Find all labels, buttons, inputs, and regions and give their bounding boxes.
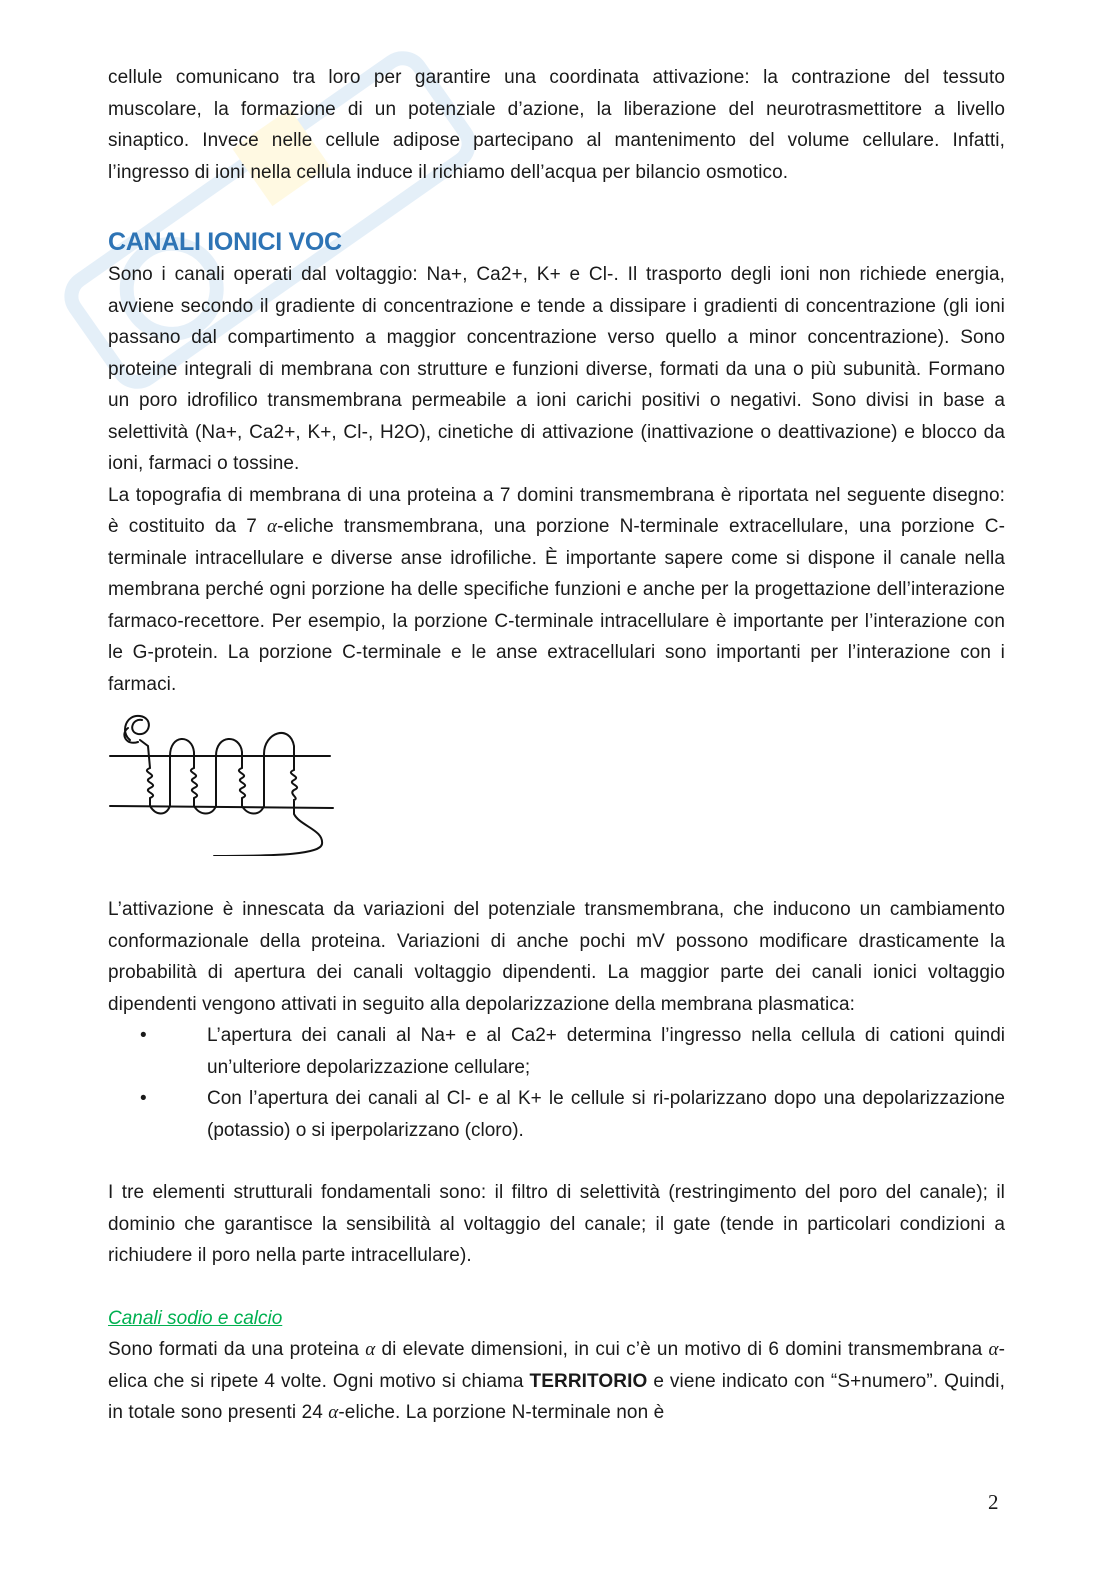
subsection-heading: Canali sodio e calcio bbox=[108, 1307, 283, 1329]
list-item-text: L’apertura dei canali al Na+ e al Ca2+ determina l’ingresso nella cellula di cationi quindi un’ulteriore depolarizzazione cellulare; bbox=[207, 1025, 1005, 1078]
alpha-symbol: α bbox=[988, 1339, 999, 1360]
intro-paragraph: cellule comunicano tra loro per garantire una coordinata attivazione: la contrazione del tessuto muscolare, la formazione di un potenziale d’azione, la liberazione del neurotrasmettitore a livello sinaptico. Invece nelle cellule adipose partecipano al mantenimento del volume cellulare. Infatti, l’ingresso di ioni nella cellula induce il richiamo dell’acqua per bilancio osmotico. bbox=[108, 67, 1005, 183]
bullet-list bbox=[108, 1020, 1005, 1146]
sub-text-e: -eliche. La porzione N-terminale non è bbox=[338, 1402, 665, 1423]
subsection-paragraph bbox=[108, 1334, 1005, 1429]
sub-text-a: Sono formati da una proteina bbox=[108, 1339, 366, 1360]
territorio-term: TERRITORIO bbox=[529, 1370, 648, 1392]
p2-text-b: -eliche transmembrana, una porzione N-terminale extracellulare, una porzione C-terminale intracellulare e diverse anse idrofiliche. È importante sapere come si dispone il canale nella membrana perché ogni porzione ha delle specifiche funzioni e anche per la progettazione dell’interazione farmaco-recettore. Per esempio, la porzione C-terminale intracellulare è importante per l’interazione con le G-protein. La porzione C-terminale e le anse extracellulari sono importanti per l’interazione con i farmaci. bbox=[108, 516, 1005, 695]
membrane-bottom-line bbox=[110, 806, 333, 808]
bullet-icon: • bbox=[140, 1025, 147, 1046]
document-page bbox=[108, 62, 1005, 1429]
section-paragraph-4: I tre elementi strutturali fondamentali sono: il filtro di selettività (restringimento del poro del canale); il dominio che garantisce la sensibilità al voltaggio del canale; il gate (tende in particolari condizioni a richiudere il poro nella parte intracellulare). bbox=[108, 1182, 1005, 1266]
section-heading: CANALI IONICI VOC bbox=[108, 228, 342, 256]
n-terminal-squiggle bbox=[124, 716, 149, 743]
section-paragraph-1: Sono i canali operati dal voltaggio: Na+, Ca2+, K+ e Cl-. Il trasporto degli ioni non richiede energia, avviene secondo il gradiente di concentrazione e tende a dissipare i gradienti di concentrazione (gli ioni passano dal compartimento a maggior concentrazione verso quello a minor concentrazione). Sono proteine integrali di membrana con strutture e funzioni diverse, formati da una o più subunità. Formano un poro idrofilico transmembrana permeabile a ioni carichi positivi o negativi. Sono divisi in base a selettività (Na+, Ca2+, K+, Cl-, H2O), cinetiche di attivazione (inattivazione o deattivazione) e blocco da ioni, farmaci o tossine. bbox=[108, 264, 1005, 474]
alpha-symbol: α bbox=[365, 1339, 376, 1360]
sub-text-c: -elica che si ripete 4 volte. Ogni motivo si chiama bbox=[108, 1339, 1005, 1392]
alpha-symbol: α bbox=[328, 1402, 339, 1423]
sub-text-b: di elevate dimensioni, in cui c’è un motivo di 6 domini transmembrana bbox=[375, 1339, 989, 1360]
helix-chain bbox=[140, 733, 322, 856]
section-paragraph-3: L’attivazione è innescata da variazioni del potenziale transmembrana, che inducono un cambiamento conformazionale della proteina. Variazioni di anche pochi mV possono modificare drasticamente la probabilità di apertura dei canali voltaggio dipendenti. La maggior parte dei canali ionici voltaggio dipendenti vengono attivati in seguito alla depolarizzazione della membrana plasmatica: bbox=[108, 899, 1005, 1015]
bullet-icon: • bbox=[140, 1088, 147, 1109]
alpha-symbol: α bbox=[267, 516, 278, 537]
list-item bbox=[108, 1083, 1005, 1146]
page-number: 2 bbox=[988, 1490, 999, 1514]
list-item bbox=[108, 1020, 1005, 1083]
sub-text-d: e viene indicato con “S+numero”. Quindi, in totale sono presenti 24 bbox=[108, 1370, 1005, 1423]
section-paragraph-2 bbox=[108, 480, 1005, 701]
p2-text-a: La topografia di membrana di una proteina a 7 domini transmembrana è riportata nel seguente disegno: è costituito da 7 bbox=[108, 484, 1005, 537]
list-item-text: Con l’apertura dei canali al Cl- e al K+ le cellule si ri-polarizzano dopo una depolarizzazione (potassio) o si iperpolarizzano (cloro). bbox=[207, 1088, 1005, 1141]
membrane-topology-diagram bbox=[108, 706, 338, 856]
